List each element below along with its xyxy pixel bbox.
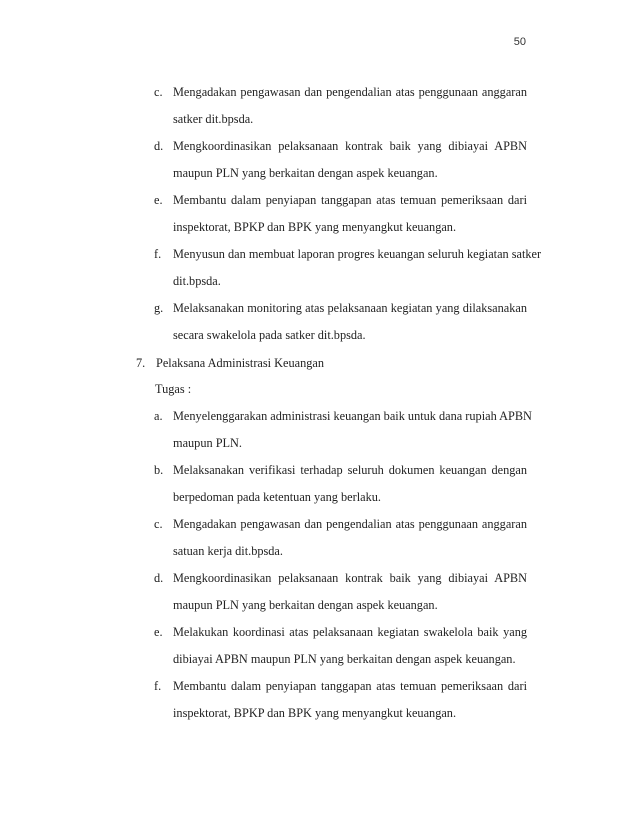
list-item-text-line-2: secara swakelola pada satker dit.bpsda.: [173, 328, 366, 342]
list-item-text-line-2: dit.bpsda.: [173, 274, 221, 288]
list-marker: e.: [154, 625, 163, 639]
list-marker: c.: [154, 517, 163, 531]
list-item-text-line-1: Melaksanakan verifikasi terhadap seluruh dokumen keuangan dengan: [173, 463, 527, 477]
list-marker: b.: [154, 463, 164, 477]
list-item-text-line-1: Membantu dalam penyiapan tanggapan atas temuan pemeriksaan dari: [173, 193, 527, 207]
list-marker: d.: [154, 571, 164, 585]
list-item-text-line-1: Mengkoordinasikan pelaksanaan kontrak baik yang dibiayai APBN: [173, 571, 527, 585]
list-marker: f.: [154, 679, 162, 693]
list-marker: g.: [154, 301, 164, 315]
list-item-text-line-2: inspektorat, BPKP dan BPK yang menyangkut keuangan.: [173, 706, 457, 720]
list-marker: e.: [154, 193, 163, 207]
list-item-text-line-1: Mengkoordinasikan pelaksanaan kontrak baik yang dibiayai APBN: [173, 139, 527, 153]
list-item-text-line-1: Mengadakan pengawasan dan pengendalian atas penggunaan anggaran: [173, 517, 527, 531]
list-item-text-line-1: Melaksanakan monitoring atas pelaksanaan kegiatan yang dilaksanakan: [173, 301, 527, 315]
section-title: Pelaksana Administrasi Keuangan: [156, 356, 325, 370]
list-item-text-line-2: maupun PLN yang berkaitan dengan aspek keuangan.: [173, 166, 438, 180]
list-marker: c.: [154, 85, 163, 99]
list-marker: a.: [154, 409, 163, 423]
list-item-text-line-1: Mengadakan pengawasan dan pengendalian atas penggunaan anggaran: [173, 85, 527, 99]
tugas-label: Tugas :: [155, 382, 192, 396]
list-item-text-line-2: satuan kerja dit.bpsda.: [173, 544, 283, 558]
list-marker: d.: [154, 139, 164, 153]
list-item-text-line-2: dibiayai APBN maupun PLN yang berkaitan dengan aspek keuangan.: [173, 652, 516, 666]
list-item-text-line-1: Membantu dalam penyiapan tanggapan atas temuan pemeriksaan dari: [173, 679, 527, 693]
list-item-text-line-2: berpedoman pada ketentuan yang berlaku.: [173, 490, 381, 504]
list-item-text-line-1: Melakukan koordinasi atas pelaksanaan kegiatan swakelola baik yang: [173, 625, 527, 639]
page-number: 50: [513, 36, 526, 48]
list-item-text-line-2: maupun PLN yang berkaitan dengan aspek keuangan.: [173, 598, 438, 612]
list-item-text-line-2: inspektorat, BPKP dan BPK yang menyangkut keuangan.: [173, 220, 457, 234]
list-item-text-line-2: maupun PLN.: [173, 436, 242, 450]
list-item-text-line-1: Menyusun dan membuat laporan progres keuangan seluruh kegiatan satker: [173, 247, 542, 261]
section-number: 7.: [136, 356, 146, 370]
list-item-text-line-2: satker dit.bpsda.: [173, 112, 254, 126]
list-marker: f.: [154, 247, 162, 261]
list-item-text-line-1: Menyelenggarakan administrasi keuangan baik untuk dana rupiah APBN: [173, 409, 532, 423]
